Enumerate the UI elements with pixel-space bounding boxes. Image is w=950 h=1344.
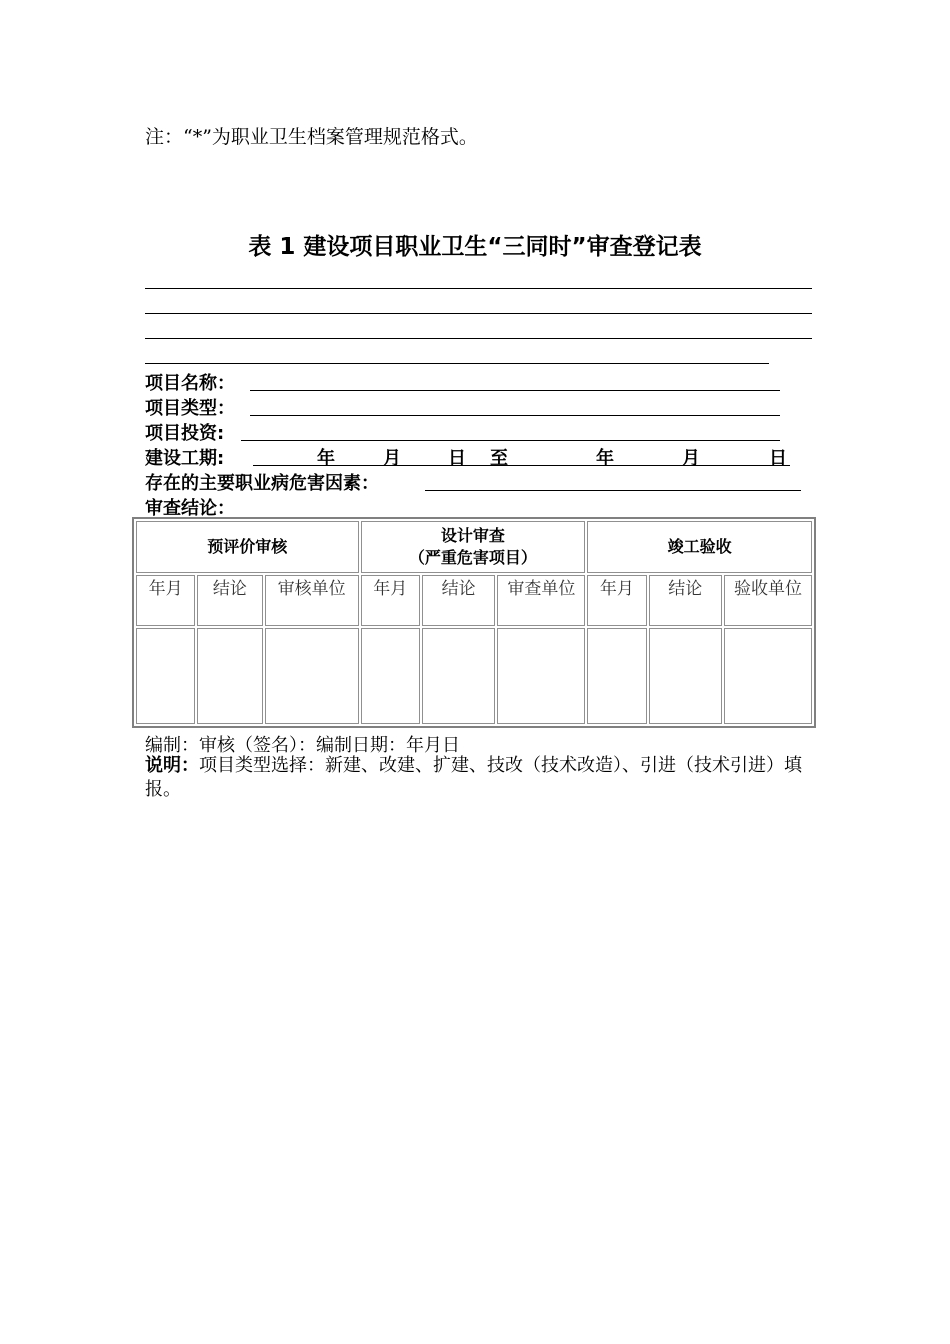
project-type-field — [145, 394, 235, 418]
conclusion-field — [145, 494, 235, 518]
project-name-label: 项目名称： — [145, 373, 235, 394]
construction-period-label: 建设工期: — [145, 448, 225, 469]
group-pre-evaluation: 预评价审核 — [136, 521, 359, 573]
hazard-factors-blank[interactable] — [425, 490, 801, 491]
project-invest-label: 项目投资: — [145, 423, 225, 444]
col-header: 验收单位 — [724, 575, 812, 625]
period-to: 至 — [490, 448, 508, 469]
construction-period-field — [145, 444, 795, 468]
form-title: 表 1 建设项目职业卫生“三同时”审查登记表 — [248, 234, 702, 260]
blank-line-4 — [145, 363, 769, 364]
group-completion-acceptance: 竣工验收 — [587, 521, 812, 573]
explanation-text: 项目类型选择：新建、改建、扩建、技改（技术改造）、引进（技术引进）填报。 — [145, 755, 802, 800]
period-day-2: 日 — [769, 448, 787, 469]
table-cell[interactable] — [649, 628, 723, 725]
note-text: 注：“*”为职业卫生档案管理规范格式。 — [145, 126, 478, 148]
blank-line-3 — [145, 338, 812, 339]
col-header: 年月 — [361, 575, 420, 625]
project-name-blank[interactable] — [250, 390, 780, 391]
footer-sign-line: 编制：审核（签名）：编制日期：年月日 — [145, 735, 460, 756]
project-type-blank[interactable] — [250, 415, 780, 416]
table-row — [136, 628, 812, 725]
conclusion-label: 审查结论： — [145, 498, 235, 519]
period-year-2: 年 — [596, 448, 614, 469]
review-table — [132, 517, 816, 728]
period-month-1: 月 — [383, 448, 401, 469]
table-cell[interactable] — [361, 628, 420, 725]
design-review-line2: （严重危害项目） — [408, 548, 537, 568]
blank-line-1 — [145, 288, 812, 289]
table-cell[interactable] — [497, 628, 585, 725]
col-header: 审查单位 — [497, 575, 585, 625]
group-design-review — [361, 521, 586, 573]
footer-explanation — [145, 754, 805, 802]
project-type-label: 项目类型： — [145, 398, 235, 419]
explanation-label: 说明： — [145, 755, 199, 776]
period-year-1: 年 — [317, 448, 335, 469]
col-header: 审核单位 — [265, 575, 359, 625]
table-cell[interactable] — [197, 628, 262, 725]
design-review-line1: 设计审查 — [440, 526, 505, 546]
col-header: 年月 — [136, 575, 195, 625]
blank-line-2 — [145, 313, 812, 314]
col-header: 结论 — [197, 575, 262, 625]
project-invest-field — [145, 419, 224, 443]
col-header: 结论 — [422, 575, 496, 625]
table-cell[interactable] — [724, 628, 812, 725]
hazard-factors-label: 存在的主要职业病危害因素： — [145, 473, 379, 494]
table-cell[interactable] — [265, 628, 359, 725]
table-cell[interactable] — [587, 628, 646, 725]
project-name-field — [145, 369, 235, 393]
project-invest-blank[interactable] — [241, 440, 780, 441]
col-header: 年月 — [587, 575, 646, 625]
table-cell[interactable] — [422, 628, 496, 725]
period-month-2: 月 — [682, 448, 700, 469]
hazard-factors-field — [145, 469, 379, 493]
table-cell[interactable] — [136, 628, 195, 725]
period-day-1: 日 — [448, 448, 466, 469]
col-header: 结论 — [649, 575, 723, 625]
